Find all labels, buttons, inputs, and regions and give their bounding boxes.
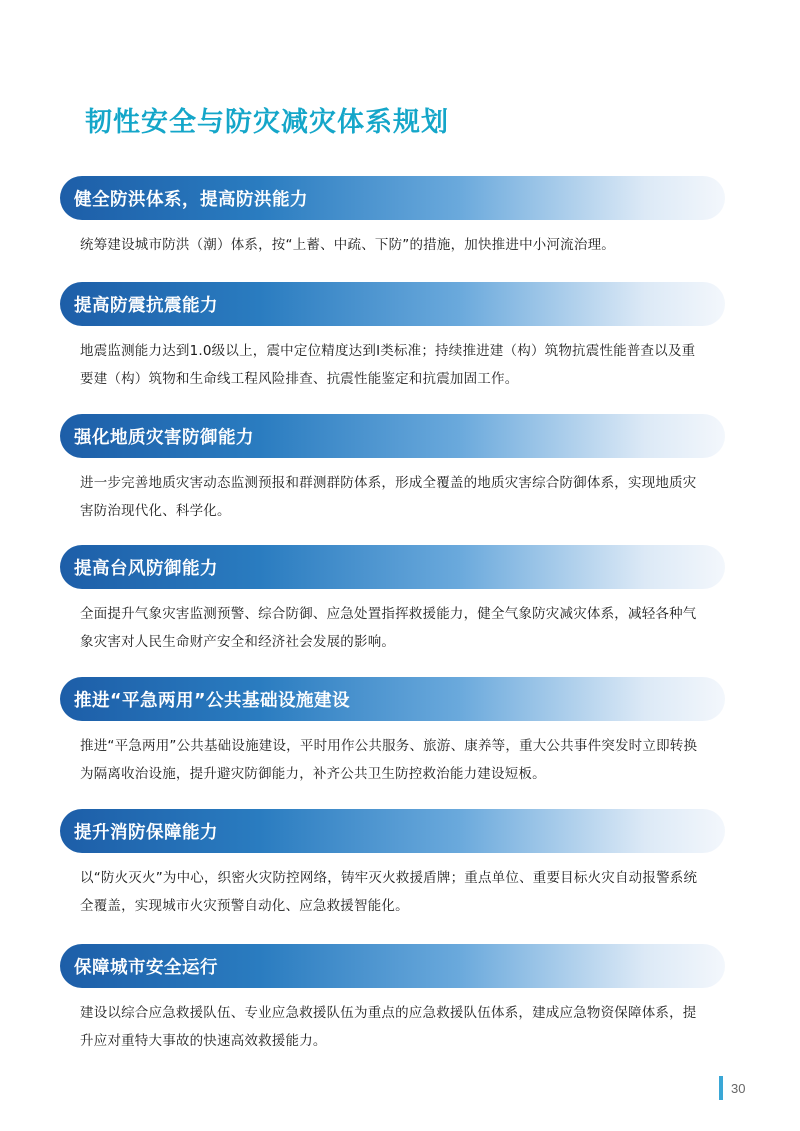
section-body: 推进“平急两用”公共基础设施建设，平时用作公共服务、旅游、康养等，重大公共事件突发时立即转换为隔离收治设施，提升避灾防御能力，补齐公共卫生防控救治能力建设短板。: [80, 738, 698, 782]
section-flood-control: [60, 176, 725, 259]
section-header: [60, 414, 725, 458]
section-header: [60, 176, 725, 220]
section-body: 以“防火灭火”为中心，织密火灾防控网络，铸牢灭火救援盾牌；重点单位、重要目标火灾自动报警系统全覆盖，实现城市火灾预警自动化、应急救援智能化。: [80, 870, 698, 914]
section-header: [60, 944, 725, 988]
section-heading: 提升消防保障能力: [74, 822, 218, 843]
section-heading: 推进“平急两用”公共基础设施建设: [74, 690, 351, 711]
section-heading: 提高防震抗震能力: [74, 295, 218, 316]
section-city-safety: [60, 944, 725, 1055]
section-header: [60, 677, 725, 721]
section-header: [60, 809, 725, 853]
section-typhoon: [60, 545, 725, 656]
section-fire-protection: [60, 809, 725, 920]
section-body: 全面提升气象灾害监测预警、综合防御、应急处置指挥救援能力，健全气象防灾减灾体系，减轻各种气象灾害对人民生命财产安全和经济社会发展的影响。: [80, 606, 697, 650]
section-body: 建设以综合应急救援队伍、专业应急救援队伍为重点的应急救援队伍体系，建成应急物资保障体系，提升应对重特大事故的快速高效救援能力。: [80, 1005, 697, 1049]
section-body: 地震监测能力达到1.0级以上，震中定位精度达到Ⅰ类标准；持续推进建（构）筑物抗震性能普查以及重要建（构）筑物和生命线工程风险排查、抗震性能鉴定和抗震加固工作。: [80, 343, 696, 387]
section-heading: 强化地质灾害防御能力: [74, 427, 254, 448]
page-number: 30: [731, 1080, 746, 1096]
section-heading: 提高台风防御能力: [74, 558, 218, 579]
section-dual-use-infrastructure: [60, 677, 725, 788]
section-heading: 保障城市安全运行: [74, 957, 218, 978]
section-heading: 健全防洪体系，提高防洪能力: [74, 189, 308, 210]
section-geological-disaster: [60, 414, 725, 525]
page-number-area: [719, 1076, 745, 1100]
page-number-bar: [719, 1076, 723, 1100]
section-body: 进一步完善地质灾害动态监测预报和群测群防体系，形成全覆盖的地质灾害综合防御体系，实现地质灾害防治现代化、科学化。: [80, 475, 697, 519]
section-header: [60, 282, 725, 326]
page-title: 韧性安全与防灾减灾体系规划: [85, 107, 449, 138]
section-header: [60, 545, 725, 589]
section-earthquake: [60, 282, 725, 393]
section-body: 统筹建设城市防洪（潮）体系，按“上蓄、中疏、下防”的措施，加快推进中小河流治理。: [80, 237, 615, 253]
